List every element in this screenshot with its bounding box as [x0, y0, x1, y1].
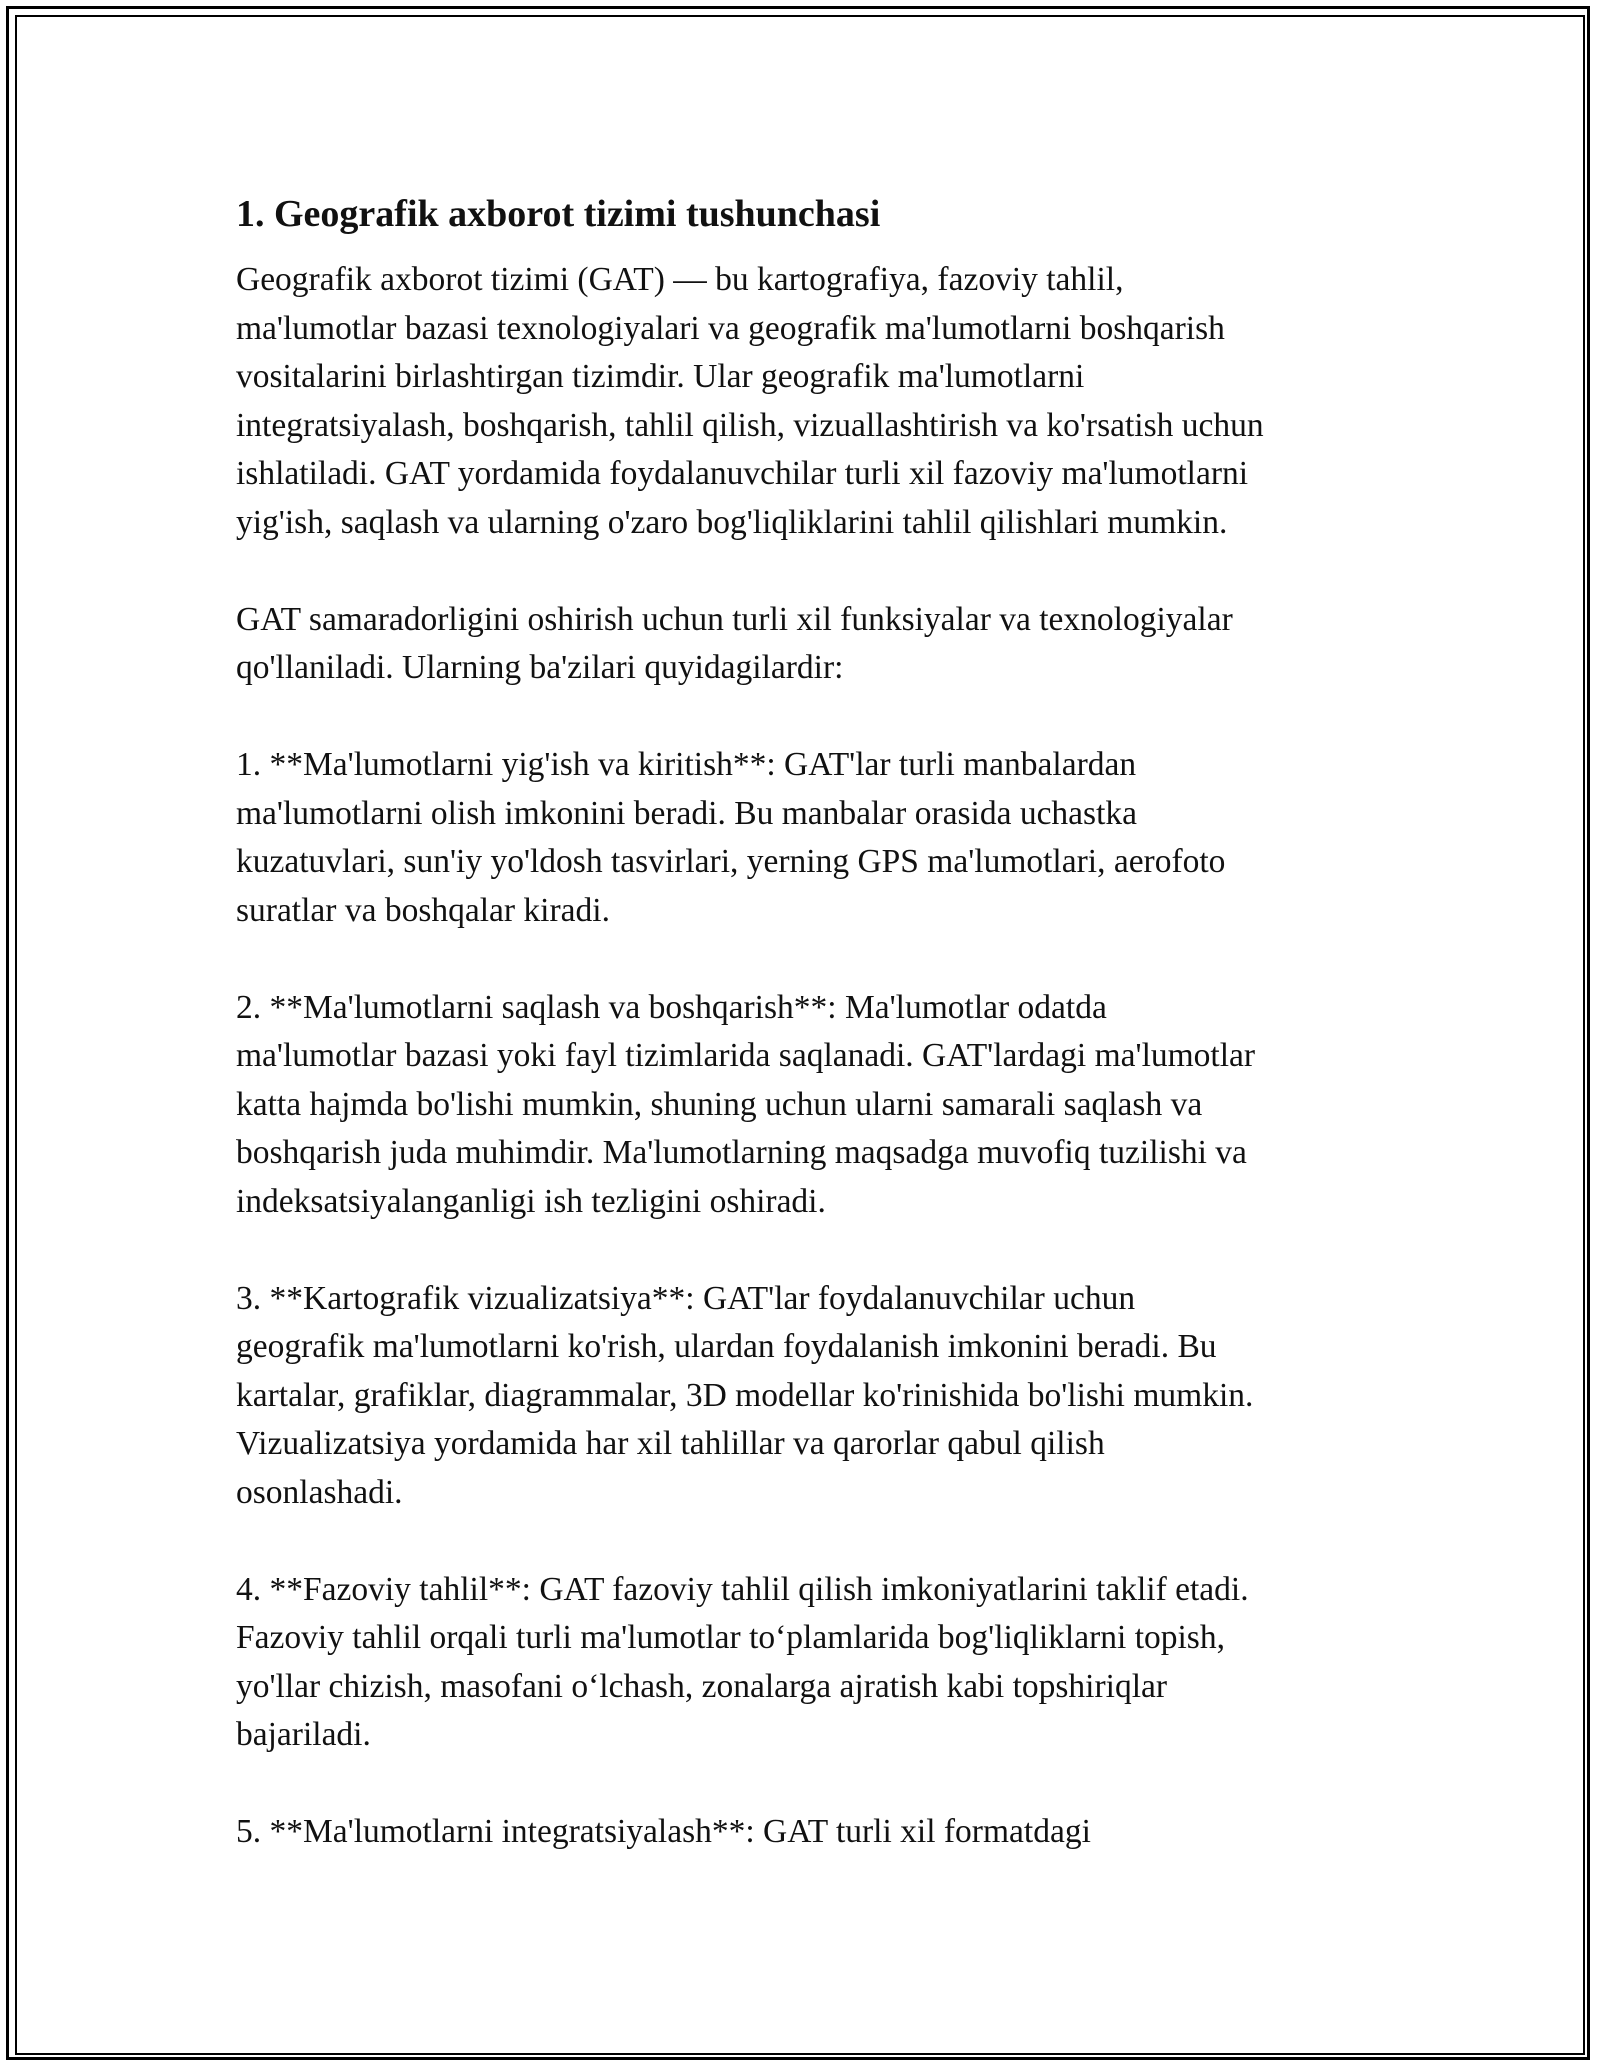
document-body	[236, 186, 1376, 1905]
list-item-data-integration: 5. **Ma'lumotlarni integratsiyalash**: GAT turli xil formatdagi	[236, 1813, 1091, 1850]
list-item-data-storage: 2. **Ma'lumotlarni saqlash va boshqarish**: Ma'lumotlar odatda ma'lumotlar bazasi yoki fayl tizimlarida saqlanadi. GAT'lardagi ma'lumotlar katta hajmda bo'lishi mumkin, shuning uchun ularni samarali saqlash va boshqarish juda muhimdir. Ma'lumotlarning maqsadga muvofiq tuzilishi va indeksatsiyalanganligi ish tezligini oshiradi.	[236, 988, 1256, 1220]
list-item-spatial-analysis: 4. **Fazoviy tahlil**: GAT fazoviy tahlil qilish imkoniyatlarini taklif etadi. Fazoviy tahlil orqali turli ma'lumotlar to‘plamlarida bog'liqliklarni topish, yo'llar chizish, masofani o‘lchash, zonalarga ajratish kabi topshiriqlar bajariladi.	[236, 1570, 1249, 1753]
paragraph-intro: Geografik axborot tizimi (GAT) — bu kartografiya, fazoviy tahlil, ma'lumotlar bazasi texnologiyalari va geografik ma'lumotlarni boshqarish vositalarini birlashtirgan tizimdir. Ular geografik ma'lumotlarni integratsiyalash, boshqarish, tahlil qilish, vizuallashtirish va ko'rsatish uchun ishlatiladi. GAT yordamida foydalanuvchilar turli xil fazoviy ma'lumotlarni yig'ish, saqlash va ularning o'zaro bog'liqliklarini tahlil qilishlari mumkin.	[236, 261, 1264, 541]
list-item-data-collection: 1. **Ma'lumotlarni yig'ish va kiritish**: GAT'lar turli manbalardan ma'lumotlarni olish imkonini beradi. Bu manbalar orasida uchastka kuzatuvlari, sun'iy yo'ldosh tasvirlari, yerning GPS ma'lumotlari, aerofoto suratlar va boshqalar kiradi.	[236, 746, 1226, 929]
paragraph-functions-intro: GAT samaradorligini oshirish uchun turli xil funksiyalar va texnologiyalar qo'llaniladi. Ularning ba'zilari quyidagilardir:	[236, 600, 1233, 686]
section-heading: 1. Geografik axborot tizimi tushunchasi	[236, 193, 881, 235]
list-item-visualization: 3. **Kartografik vizualizatsiya**: GAT'lar foydalanuvchilar uchun geografik ma'lumotlarni ko'rish, ulardan foydalanish imkonini beradi. Bu kartalar, grafiklar, diagrammalar, 3D modellar ko'rinishida bo'lishi mumkin. Vizualizatsiya yordamida har xil tahlillar va qarorlar qabul qilish osonlashadi.	[236, 1279, 1254, 1511]
